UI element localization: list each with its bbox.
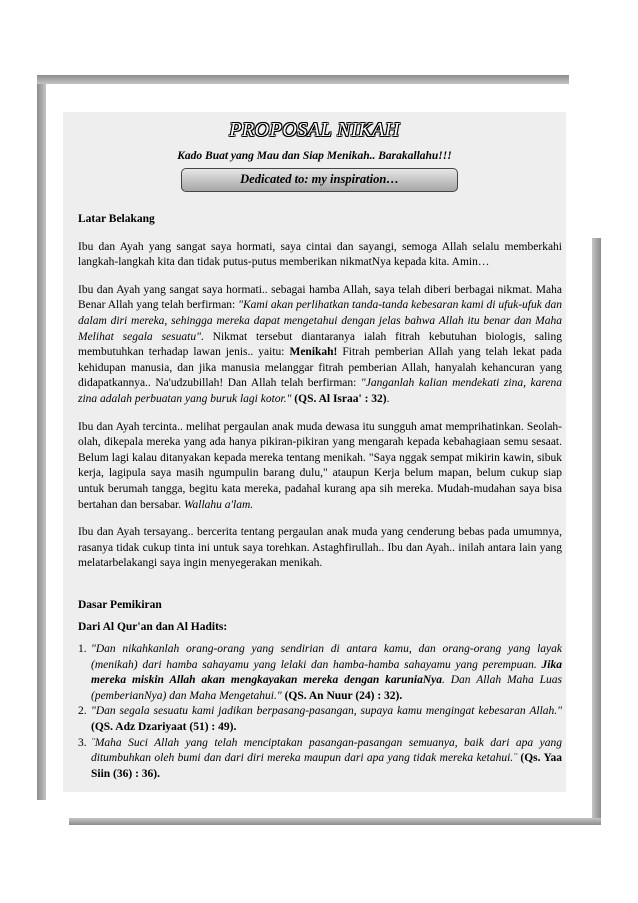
paragraph-2-text: . Nikmat tersebut diantaranya ialah fitrah kebutuhan biologis, saling membutuhkan terhadap lawan jenis.. yaitu: (78, 330, 562, 359)
page-frame-left (37, 75, 46, 800)
quran-quote: "Janganlah kalian mendekati zina, karena zina adalah perbuatan yang buruk lagi kotor." (78, 377, 562, 405)
verse-reference: (Qs. Yaa Siin (36) : 36). (91, 752, 562, 780)
list-number: 2. (78, 705, 87, 718)
paragraph-2-text: . (386, 392, 390, 405)
quran-reference: (QS. Al Israa' : 32) (291, 392, 387, 405)
section-heading-background: Latar Belakang (78, 213, 155, 225)
verse-text: "Dan nikahkanlah orang-orang yang sendirian di antara kamu, dan orang-orang yang layak (menikah) dari hamba sahayamu yang lelaki dan hamba-hamba sahayamu yang perempuan. (91, 643, 562, 671)
page-title: PROPOSAL NIKAH (229, 119, 400, 141)
list-item (78, 736, 562, 783)
paragraph-3-text: Ibu dan Ayah tercinta.. melihat pergaulan anak muda dewasa itu sungguh amat memprihatinkan. Seolah-olah, dikepala mereka yang ada hanya pikiran-pikiran yang mengarah kepada kebahagiaan semu sesaat. Belum lagi kalau ditanyakan kepada mereka tentang menikah. "Saya nggak sempat mikirin kawin, sibuk kerja, lagipula saya masih ngumpulin barang dulu," ataupun Kerja belum mapan, belum cukup siap untuk berumah tangga, begitu kata mereka, padahal kurang apa sih mereka. Mudah-mudahan saya bisa bertahan dan bersabar. (78, 420, 562, 511)
verse-text: "Dan segala sesuatu kami jadikan berpasang-pasangan, supaya kamu mengingat kebesaran Allah." (91, 705, 562, 718)
verse-list (78, 642, 562, 782)
verse-text: . Dan Allah Maha Luas (pemberianNya) dan Maha Mengetahui." (91, 674, 562, 702)
verse-reference: (QS. An Nuur (24) : 32). (281, 689, 403, 702)
list-number: 3. (78, 736, 87, 749)
list-item (78, 642, 562, 704)
quran-quote: "Kami akan perlihatkan tanda-tanda kebesaran kami di ufuk-ufuk dan dalam diri mereka, sehingga mereka dapat mengetahui dengan jelas bahwa Allah itu benar dan Maha Melihat segala sesuatu" (78, 299, 562, 343)
document-body (78, 212, 562, 782)
paragraph-4: Ibu dan Ayah tersayang.. bercerita tentang pergaulan anak muda yang cenderung bebas pada umumnya, rasanya tidak cukup tinta ini untuk saya torehkan. Astaghfirullah.. Ibu dan Ayah.. inilah antara lain yang melatarbelakangi saya ingin menyegerakan menikah. (78, 526, 562, 570)
section-heading-basis: Dasar Pemikiran (78, 598, 162, 611)
emphasis-menikah: Menikah! (289, 346, 338, 359)
page-frame-bottom (69, 818, 601, 825)
paragraph-2 (78, 283, 562, 408)
page-frame-top (37, 75, 569, 84)
section-subheading: Dari Al Qur'an dan Al Hadits: (78, 621, 228, 634)
paragraph-2-text: Fitrah pemberian Allah yang telah lekat pada kehidupan manusia, dan jika manusia melanggar fitrah pemberian Allah, hanyalah kehancuran yang didapatkannya.. Na'udzubillah! Dan Allah telah berfirman: (78, 346, 563, 390)
dedication-banner: Dedicated to: my inspiration… (181, 168, 458, 192)
page-subtitle: Kado Buat yang Mau dan Siap Menikah.. Barakallahu!!! (177, 150, 452, 162)
paragraph-1: Ibu dan Ayah yang sangat saya hormati, saya cintai dan sayangi, semoga Allah selalu memberkahi langkah-langkah kita dan tidak putus-putus memberikan nikmatNya kepada kita. Amin… (78, 240, 562, 269)
verse-reference: (QS. Adz Dzariyaat (51) : 49). (91, 721, 237, 734)
paragraph-3 (78, 420, 562, 514)
document-page (63, 112, 566, 792)
page-frame-right (592, 238, 601, 824)
list-item (78, 704, 562, 735)
verse-text: ¨Maha Suci Allah yang telah menciptakan pasangan-pasangan semuanya, baik dari apa yang ditumbuhkan oleh bumi dan dari diri mereka maupun dari apa yang tidak mereka ketahui.¨ (91, 736, 562, 765)
verse-emphasis: Jika mereka miskin Allah akan mengkayakan mereka dengan karuniaNya (91, 658, 562, 687)
list-number: 1. (78, 643, 87, 656)
paragraph-3-closing: Wallahu a'lam. (184, 498, 254, 511)
paragraph-2-text: Ibu dan Ayah yang sangat saya hormati.. sebagai hamba Allah, saya telah diberi berbagai nikmat. Maha Benar Allah yang telah berfirman: (78, 283, 562, 312)
